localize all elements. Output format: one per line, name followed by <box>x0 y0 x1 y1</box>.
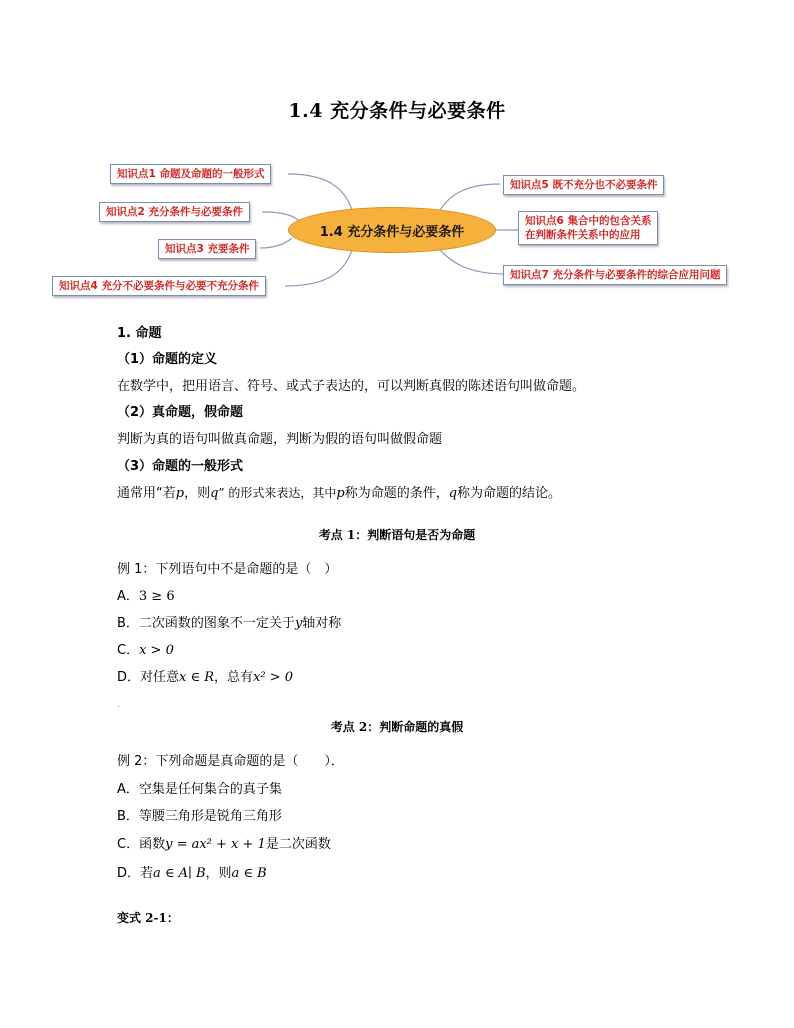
example-2-option-c: C．函数y = ax² + x + 1是二次函数 <box>117 837 331 852</box>
mind-map-node-6-line-2: 在判断条件关系中的应用 <box>525 229 641 241</box>
mind-map-node-knowledge-5: 知识点5 既不充分也不必要条件 <box>503 175 664 195</box>
mind-map-node-knowledge-2: 知识点2 充分条件与必要条件 <box>99 202 250 222</box>
subheading-general-form: （3）命题的一般形式 <box>117 459 244 474</box>
variant-heading: 变式 2-1： <box>117 911 179 925</box>
subheading-true-false: （2）真命题，假命题 <box>117 405 244 420</box>
example-1-option-c: C．x > 0 <box>117 643 174 658</box>
example-2-option-a: A．空集是任何集合的真子集 <box>117 782 282 797</box>
true-false-text: 判断为真的语句叫做真命题，判断为假的语句叫做假命题 <box>117 432 443 447</box>
exam-point-2-heading: 考点 2：判断命题的真假 <box>330 720 464 734</box>
mind-map-node-knowledge-1: 知识点1 命题及命题的一般形式 <box>110 164 271 184</box>
example-1-option-d: D．对任意x ∈ R，总有x² > 0 <box>117 670 294 685</box>
mind-map-node-knowledge-7: 知识点7 充分条件与必要条件的综合应用问题 <box>503 265 727 285</box>
mind-map <box>0 150 794 310</box>
definition-text: 在数学中，把用语言、符号、或式子表达的，可以判断真假的陈述语句叫做命题。 <box>117 379 586 394</box>
general-form-text: 通常用“若p，则q” 的形式来表达，其中p称为命题的条件，q称为命题的结论。 <box>117 486 562 501</box>
mind-map-node-knowledge-3: 知识点3 充要条件 <box>158 239 256 259</box>
mind-map-node-knowledge-4: 知识点4 充分不必要条件与必要不充分条件 <box>52 276 266 296</box>
mind-map-node-knowledge-6 <box>518 211 658 245</box>
stray-dot: . <box>117 700 120 709</box>
example-2-option-d: D．若a ∈ A∣ B，则a ∈ B <box>117 866 267 881</box>
example-2-question: 例 2：下列命题是真命题的是（ ）． <box>117 754 344 769</box>
exam-point-1-heading: 考点 1：判断语句是否为命题 <box>318 528 476 542</box>
example-1-option-b: B．二次函数的图象不一定关于y轴对称 <box>117 616 342 631</box>
example-2-option-b: B．等腰三角形是锐角三角形 <box>117 809 282 824</box>
mind-map-center-node: 1.4 充分条件与必要条件 <box>288 207 496 253</box>
example-1-option-a: A．3 ≥ 6 <box>117 589 175 604</box>
mind-map-node-6-line-1: 知识点6 集合中的包含关系 <box>525 215 652 227</box>
page-title: 1.4 充分条件与必要条件 <box>288 100 506 122</box>
subheading-definition: （1）命题的定义 <box>117 352 218 367</box>
example-1-question: 例 1：下列语句中不是命题的是（ ） <box>117 562 338 577</box>
section-heading: 1. 命题 <box>117 326 162 341</box>
